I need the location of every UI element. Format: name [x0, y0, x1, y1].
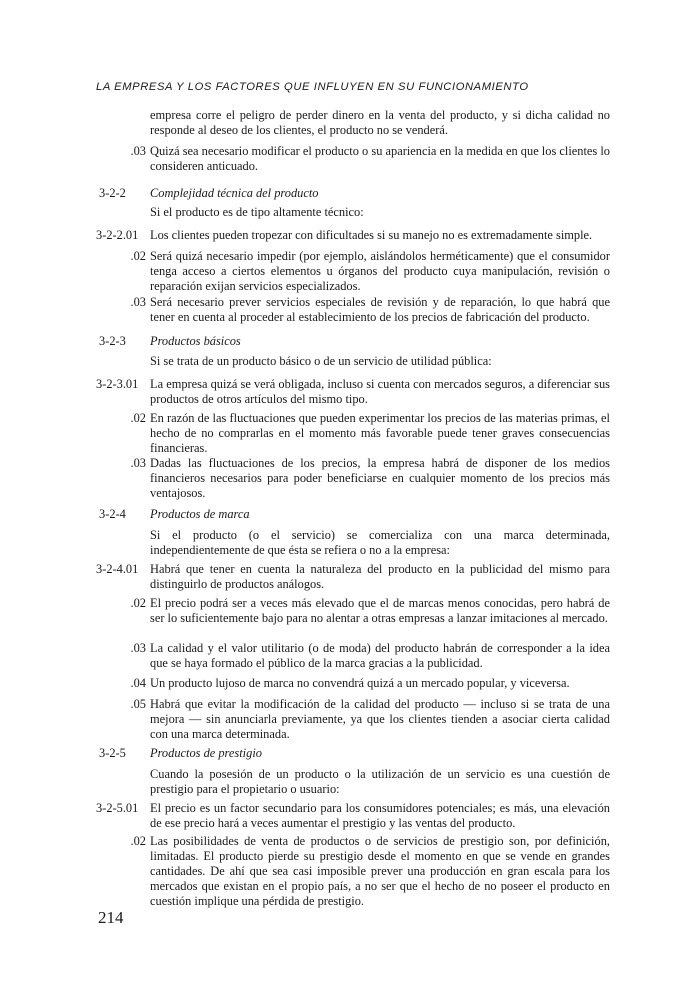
section-number: 3-2-4: [99, 507, 126, 521]
item-number: 3-2-4.01: [96, 562, 139, 576]
paragraph: La calidad y el valor utilitario (o de moda) del producto habrán de corresponder a la idea que se haya formado el público de la marca gracias a la publicidad.: [150, 641, 610, 670]
item-number: .05: [130, 697, 146, 711]
section-title: Complejidad técnica del producto: [150, 186, 319, 200]
paragraph: Habrá que tener en cuenta la naturaleza del producto en la publicidad del mismo para distinguirlo de productos análogos.: [150, 562, 610, 591]
section-title: Productos básicos: [150, 334, 241, 348]
item-number: .02: [130, 596, 146, 610]
paragraph: Será quizá necesario impedir (por ejemplo, aislándolos herméticamente) que el consumidor tenga acceso a ciertos elementos u órganos del producto cuya manipulación, revisión o reparación exijan servicios especializados.: [150, 249, 610, 293]
item-number: 3-2-5.01: [96, 801, 139, 815]
paragraph: Las posibilidades de venta de productos o de servicios de prestigio son, por definición, limitadas. El producto pierde su prestigio desde el momento en que se vende en grandes cantidades. De ahí que sea casi imposible prever una producción en gran escala para los mercados que existan en el propio país, a no ser que el hecho de no poseer el producto en cuestión implique una pérdida de prestigio.: [150, 834, 610, 908]
paragraph: Los clientes pueden tropezar con dificultades si su manejo no es extremadamente simple.: [150, 228, 593, 242]
paragraph: Será necesario prever servicios especiales de revisión y de reparación, lo que habrá que tener en cuenta al proceder al establecimiento de los precios de fabricación del producto.: [150, 295, 610, 324]
paragraph: Quizá sea necesario modificar el producto o su apariencia en la medida en que los clientes lo consideren anticuado.: [150, 144, 610, 173]
item-number: .02: [130, 411, 146, 425]
section-title: Productos de prestigio: [150, 746, 262, 760]
item-number: .03: [130, 456, 146, 470]
item-number: 3-2-3.01: [96, 377, 139, 391]
section-title: Productos de marca: [150, 507, 250, 521]
item-number: 3-2-2.01: [96, 228, 139, 242]
item-number: .02: [130, 834, 146, 848]
item-number: .03: [130, 295, 146, 309]
paragraph: Si se trata de un producto básico o de un servicio de utilidad pública:: [150, 354, 492, 368]
item-number: .02: [130, 249, 146, 263]
paragraph: Un producto lujoso de marca no convendrá quizá a un mercado popular, y viceversa.: [150, 676, 570, 690]
paragraph: Habrá que evitar la modificación de la calidad del producto — incluso si se trata de una mejora — sin anunciarla previamente, ya que los clientes tienden a asociar cierta calidad con una marca determinada.: [150, 697, 610, 741]
item-number: .03: [130, 144, 146, 158]
section-number: 3-2-2: [99, 186, 126, 200]
page-number: 214: [98, 908, 124, 927]
paragraph: El precio es un factor secundario para los consumidores potenciales; es más, una elevación de ese precio hará a veces aumentar el prestigio y las ventas del producto.: [150, 801, 610, 830]
paragraph: Dadas las fluctuaciones de los precios, la empresa habrá de disponer de los medios financieros necesarios para poder beneficiarse en cualquier momento de los precios más ventajosos.: [150, 456, 610, 500]
paragraph: empresa corre el peligro de perder dinero en la venta del producto, y si dicha calidad no responde al deseo de los clientes, el producto no se venderá.: [150, 108, 610, 137]
item-number: .03: [130, 641, 146, 655]
running-head: LA EMPRESA Y LOS FACTORES QUE INFLUYEN EN SU FUNCIONAMIENTO: [96, 81, 529, 93]
section-number: 3-2-5: [99, 746, 126, 760]
paragraph: El precio podrá ser a veces más elevado que el de marcas menos conocidas, pero habrá de ser lo suficientemente bajo para no alentar a otras empresas a lanzar imitaciones al mercado.: [150, 596, 610, 625]
paragraph: La empresa quizá se verá obligada, incluso si cuenta con mercados seguros, a diferenciar sus productos de otros artículos del mismo tipo.: [150, 377, 610, 406]
paragraph: Si el producto es de tipo altamente técnico:: [150, 205, 364, 219]
paragraph: Cuando la posesión de un producto o la utilización de un servicio es una cuestión de prestigio para el propietario o usuario:: [150, 767, 610, 796]
item-number: .04: [130, 676, 146, 690]
paragraph: Si el producto (o el servicio) se comercializa con una marca determinada, independientemente de que ésta se refiera o no a la empresa:: [150, 528, 610, 557]
section-number: 3-2-3: [99, 334, 126, 348]
paragraph: En razón de las fluctuaciones que pueden experimentar los precios de las materias primas, el hecho de no comprarlas en el momento más favorable puede tener graves consecuencias financieras.: [150, 411, 610, 455]
